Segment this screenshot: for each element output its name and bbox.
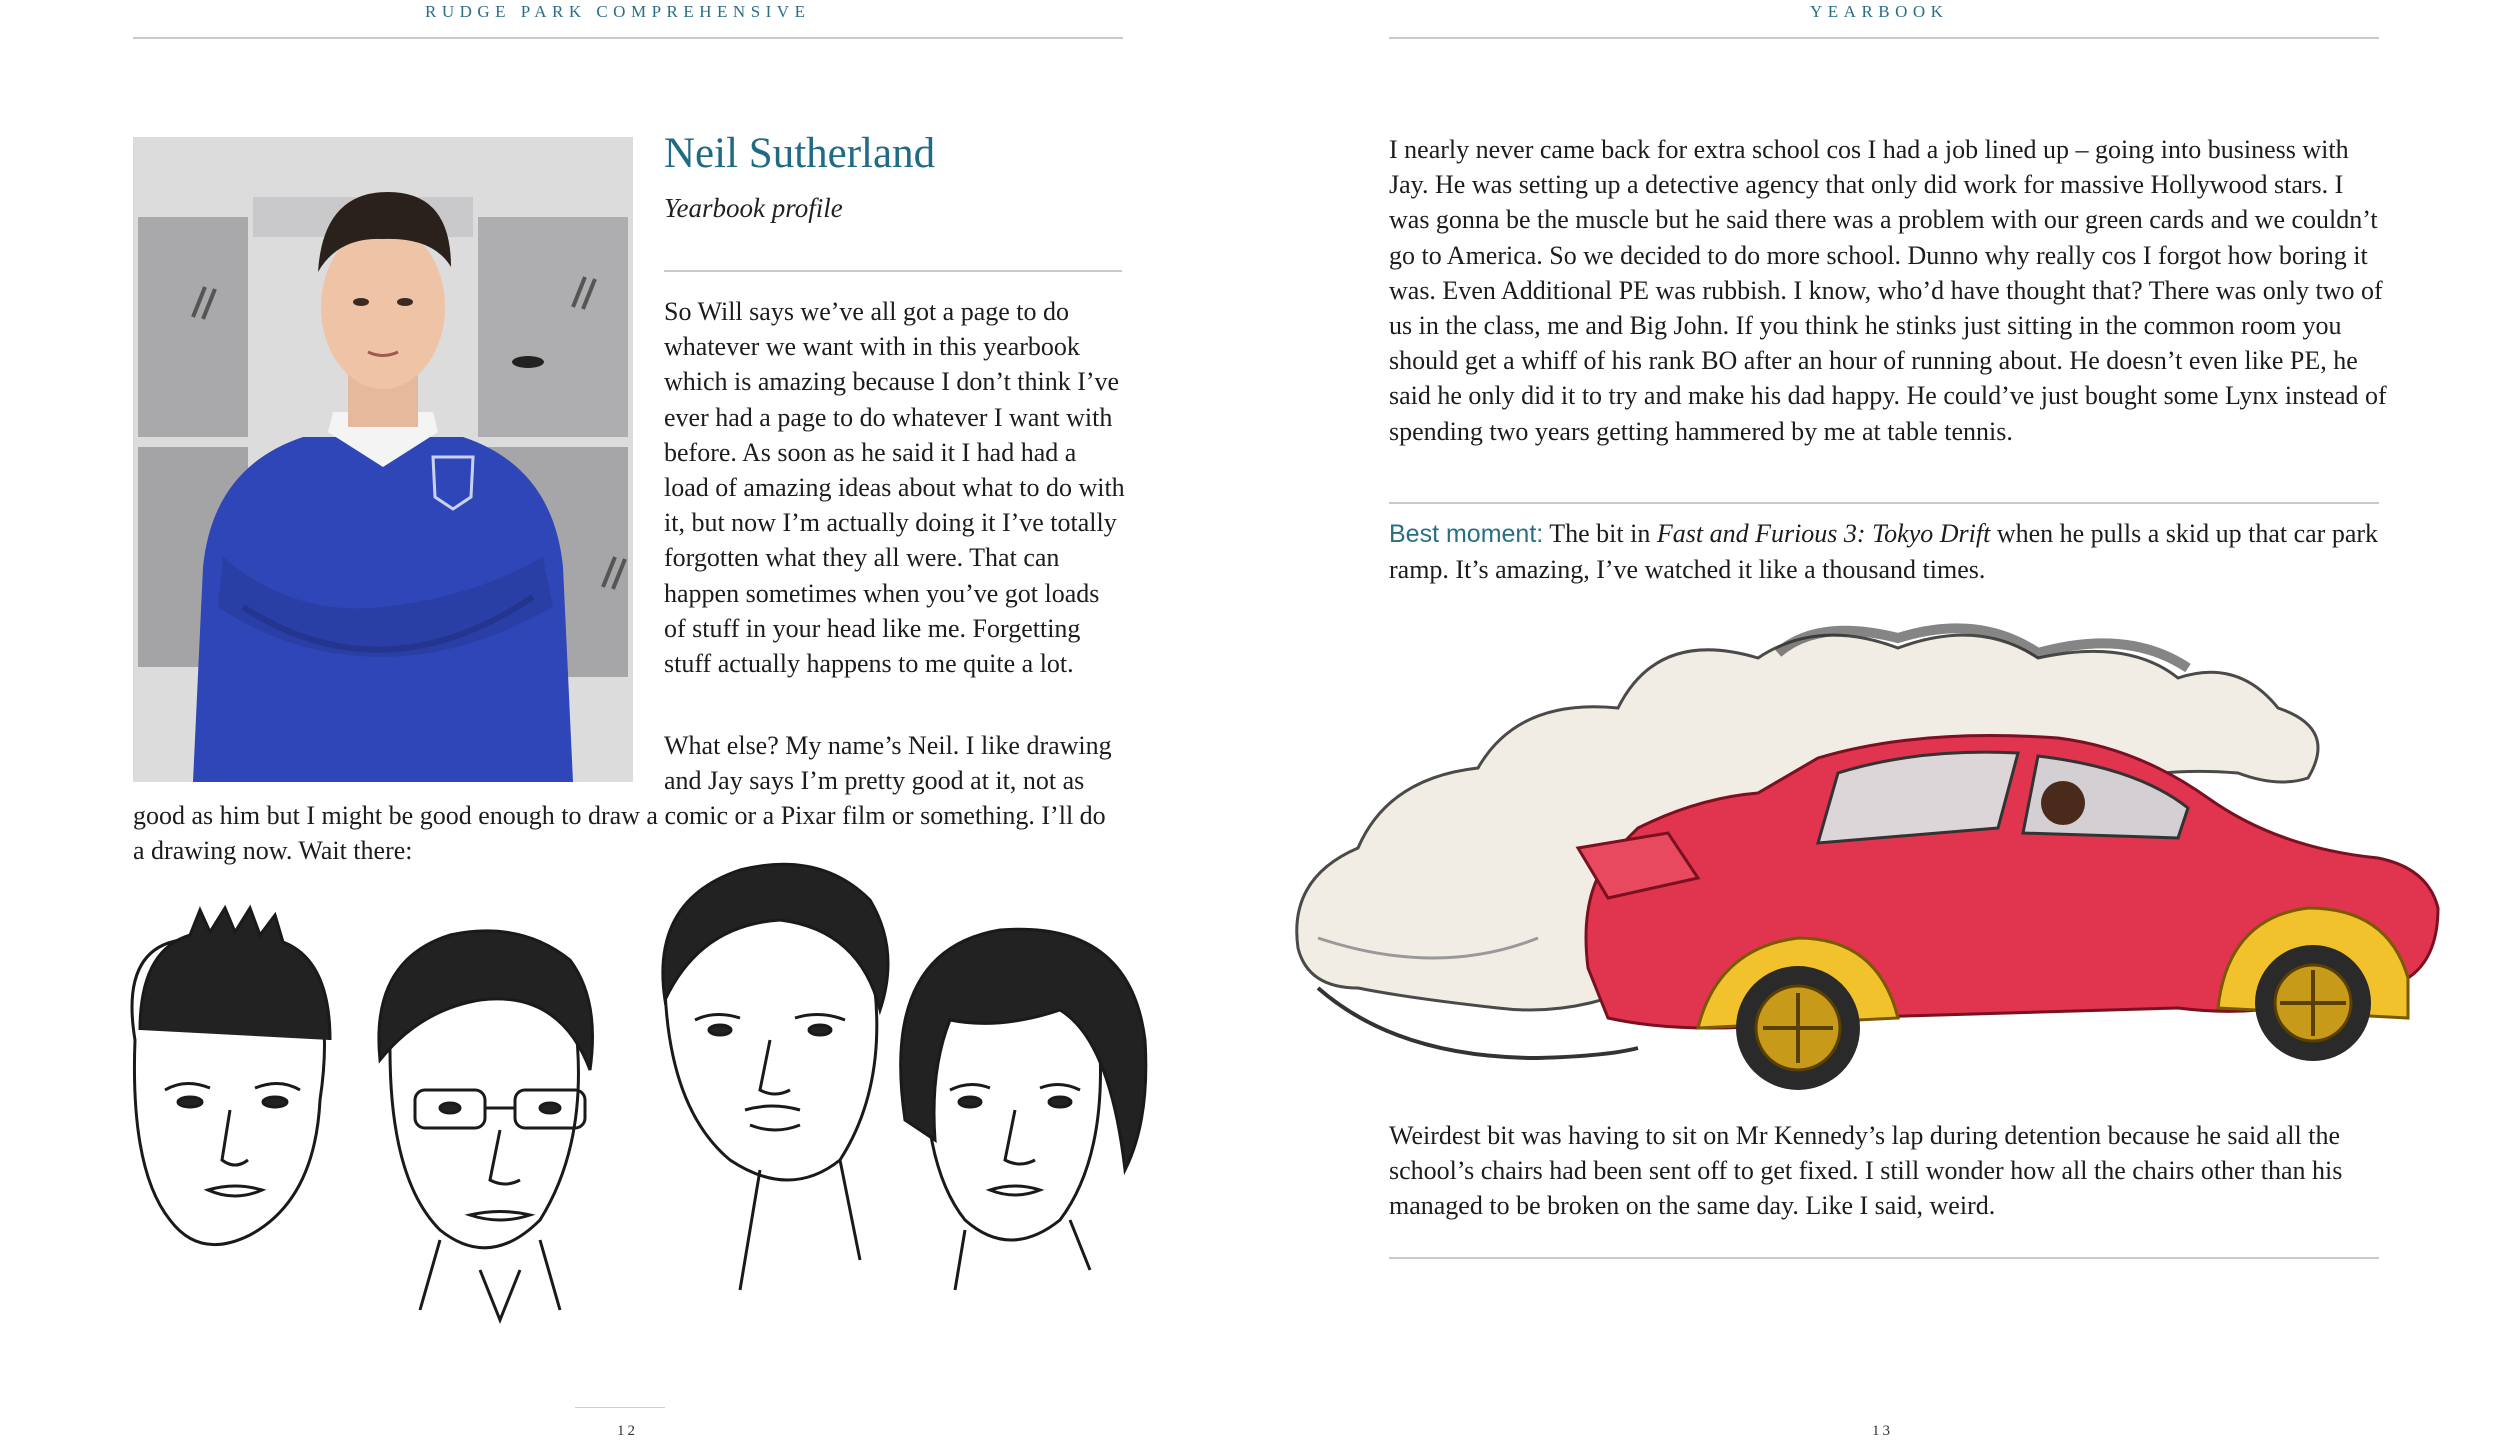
car-drawing: [1278, 598, 2473, 1118]
header-rule-left: [133, 37, 1123, 39]
page-number-right: 13: [1872, 1423, 1893, 1439]
folio-rule-left: [575, 1407, 665, 1408]
profile-photo: [133, 137, 633, 782]
faces-drawing: [0, 840, 1250, 1405]
best-moment-paragraph: [1389, 516, 2389, 587]
best-moment-post: when he pulls a skid up that car park ramp. It’s amazing, I’ve watched it like a thousand times.: [1389, 519, 2379, 585]
second-paragraph-wide: good as him but I might be good enough to draw a comic or a Pixar film or something. I’ll do a drawing now. Wait there:: [133, 801, 1106, 866]
profile-subtitle: Yearbook profile: [664, 193, 843, 223]
intro-paragraph: So Will says we’ve all got a page to do whatever we want with in this yearbook which is amazing because I don’t think I’ve ever had a page to do whatever I want with before. As soon as he said it I had had a load of amazing ideas about what to do with it, but now I’m actually doing it I’ve totally forgotten what they all were. That can happen sometimes when you’ve got loads of stuff in your head like me. Forgetting stuff actually happens to me quite a lot.: [664, 297, 1125, 679]
second-paragraph-column: What else? My name’s Neil. I like drawing and Jay says I’m pretty good at it, not as: [664, 731, 1112, 796]
running-head-left: RUDGE PARK COMPREHENSIVE: [425, 2, 811, 21]
subtitle-rule: [664, 270, 1122, 272]
right-page: [1250, 0, 2500, 1443]
best-moment-rule: [1389, 502, 2379, 504]
header-rule-right: [1389, 37, 2379, 39]
profile-name: Neil Sutherland: [664, 130, 936, 177]
running-head-right: YEARBOOK: [1810, 2, 1949, 21]
best-moment-pre: The bit in: [1543, 519, 1657, 548]
weirdest-paragraph: Weirdest bit was having to sit on Mr Kennedy’s lap during detention because he said all the school’s chairs had been sent off to get fixed. I still wonder how all the chairs other than his managed to be broken on the same day. Like I said, weird.: [1389, 1121, 2343, 1221]
best-moment-film: Fast and Furious 3: Tokyo Drift: [1656, 519, 1991, 548]
bottom-rule-right: [1389, 1257, 2379, 1259]
page-number-left: 12: [617, 1423, 638, 1439]
right-paragraph-1: I nearly never came back for extra school cos I had a job lined up – going into business with Jay. He was setting up a detective agency that only did work for massive Hollywood stars. I was gonna be the muscle but he said there was a problem with our green cards and we couldn’t go to America. So we decided to do more school. Dunno why really cos I forgot how boring it was. Even Additional PE was rubbish. I know, who’d have thought that? There was only two of us in the class, me and Big John. If you think he stinks just sitting in the common room you should get a whiff of his rank BO after an hour of running about. He doesn’t even like PE, he said he only did it to try and make his dad happy. He could’ve just bought some Lynx instead of spending two years getting hammered by me at table tennis.: [1389, 135, 2387, 446]
best-moment-label: Best moment:: [1389, 520, 1544, 548]
